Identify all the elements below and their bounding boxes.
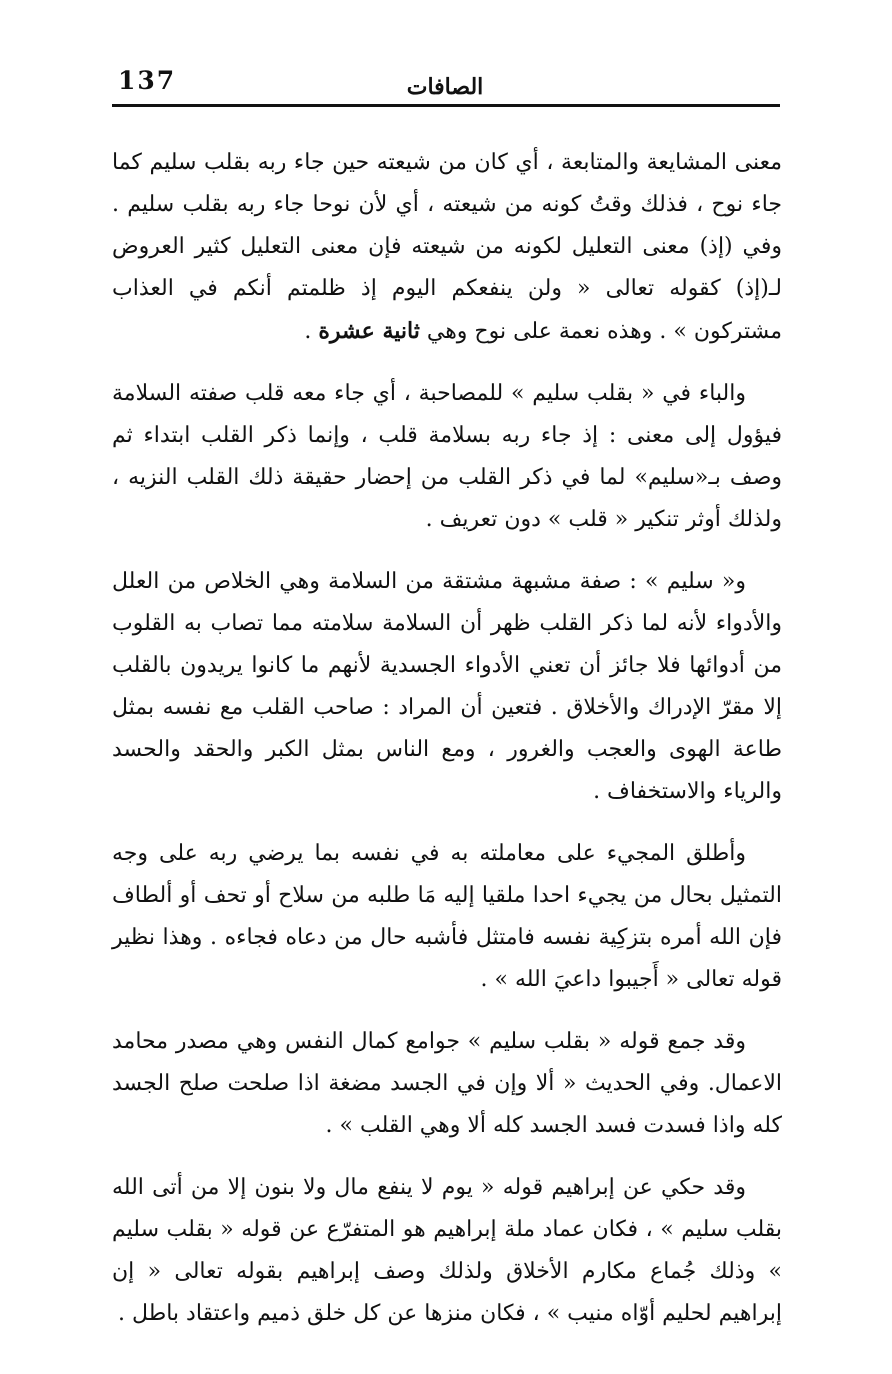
paragraph-3: و« سليم » : صفة مشبهة مشتقة من السلامة وهي الخلاص من العلل والأدواء لأنه لما ذكر القلب ظهر أن السلامة سلامته مما تصاب به القلوب من أدوائها فلا جائز أن تعني الأدواء الجسدية لأنهم ما كانوا يريدون بالقلب إلا مقرّ الإدراك والأخلاق . فتعين أن المراد : صاحب القلب مع نفسه بمثل طاعة الهوى والعجب والغرور ، ومع الناس بمثل الكبر والحقد والحسد والرياء والاستخفاف . <box>112 569 782 804</box>
paragraph-6: وقد حكي عن إبراهيم قوله « يوم لا ينفع مال ولا بنون إلا من أتى الله بقلب سليم » ، فكان عماد ملة إبراهيم هو المتفرّع عن قوله « بقلب سليم » وذلك جُماع مكارم الأخلاق ولذلك وصف إبراهيم بقوله تعالى « إن إبراهيم لحليم أوّاه منيب » ، فكان منزها عن كل خلق ذميم واعتقاد باطل . <box>112 1175 782 1326</box>
running-title: الصافات <box>406 74 484 100</box>
body-text <box>112 142 782 1349</box>
paragraph-2: والباء في « بقلب سليم » للمصاحبة ، أي جاء معه قلب صفته السلامة فيؤول إلى معنى : إذ جاء ربه بسلامة قلب ، وإنما ذكر القلب ابتداء ثم وصف بـ«سليم» لما في ذكر القلب من إحضار حقيقة ذلك القلب النزيه ، ولذلك أوثر تنكير « قلب » دون تعريف . <box>112 381 782 532</box>
paragraph-1 <box>112 142 782 353</box>
paragraph-1-bold: ثانية عشرة <box>318 318 420 344</box>
header-rule <box>112 104 780 107</box>
paragraph-5: وقد جمع قوله « بقلب سليم » جوامع كمال النفس وهي مصدر محامد الاعمال. وفي الحديث « ألا وإن في الجسد مضغة اذا صلحت صلح الجسد كله واذا فسدت فسد الجسد كله ألا وهي القلب » . <box>112 1029 782 1138</box>
paragraph-1-text: معنى المشايعة والمتابعة ، أي كان من شيعته حين جاء ربه بقلب سليم كما جاء نوح ، فذلك وقتُ كونه من شيعته ، أي لأن نوحا جاء ربه بقلب سليم . وفي (إذ) معنى التعليل لكونه من شيعته فإن معنى التعليل كثير العروض لـ(إذ) كقوله تعالى « ولن ينفعكم اليوم إذ ظلمتم أنكم في العذاب مشتركون » . وهذه نعمة على نوح وهي <box>112 150 782 344</box>
paragraph-4: وأطلق المجيء على معاملته به في نفسه بما يرضي ربه على وجه التمثيل بحال من يجيء احدا ملقيا إليه مَا طلبه من سلاح أو تحف أو ألطاف فإن الله أمره بتزكِية نفسه فامتثل فأشبه حال من دعاه فجاءه . وهذا نظير قوله تعالى « أَجيبوا داعيَ الله » . <box>112 841 782 992</box>
paragraph-1-end: . <box>304 319 319 344</box>
page-number: 137 <box>118 66 177 95</box>
